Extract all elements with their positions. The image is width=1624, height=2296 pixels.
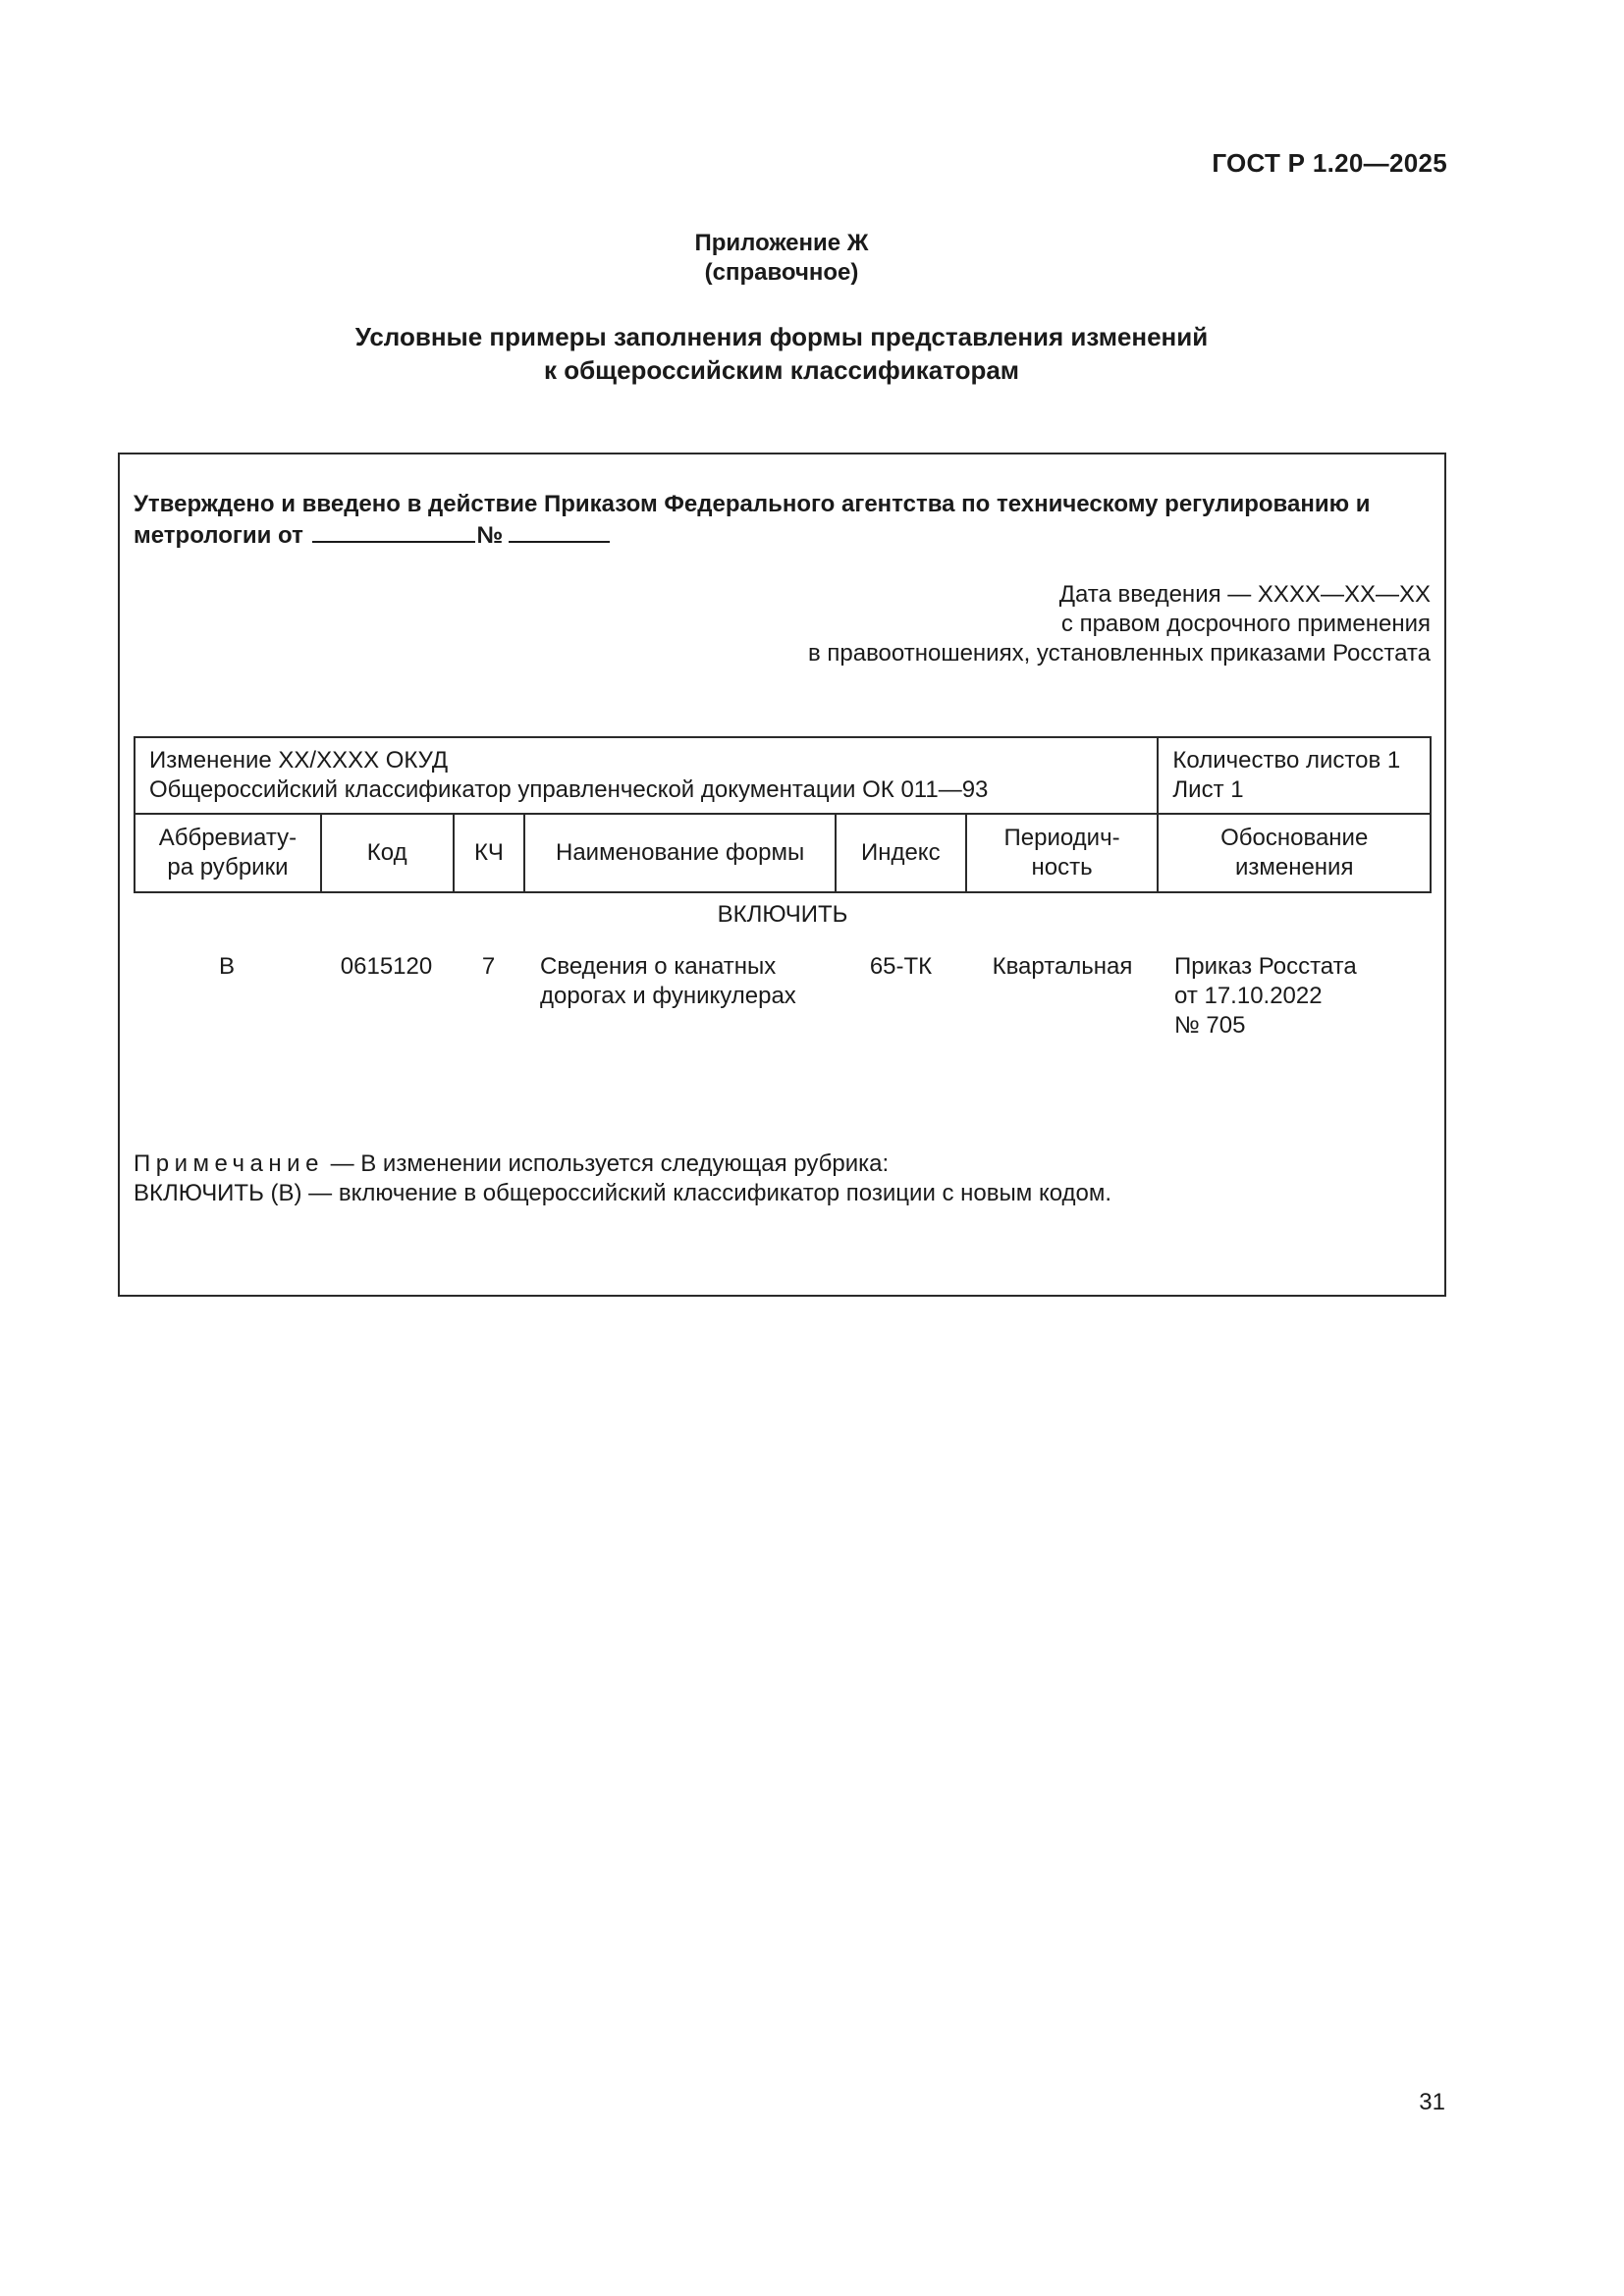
column-header-form-name: Наименование формы: [524, 814, 835, 892]
column-header-reason-line1: Обоснование: [1220, 825, 1369, 851]
row-reason-line2: от 17.10.2022: [1174, 983, 1323, 1009]
appendix-header: [0, 229, 1563, 288]
note-block: [134, 1149, 1430, 1208]
row-code: 0615120: [340, 953, 433, 980]
appendix-label: Приложение Ж: [694, 230, 869, 256]
sheet-info-cell: [1158, 737, 1431, 814]
change-description-cell: [135, 737, 1158, 814]
introduction-date: Дата введения — XXXX—XX—XX: [1058, 581, 1431, 608]
note-line2: ВКЛЮЧИТЬ (В) — включение в общероссийский классификатор позиции с новым кодом.: [134, 1180, 1112, 1206]
approval-number-sign: №: [476, 522, 504, 549]
sheet-count: Количество листов 1: [1172, 747, 1401, 774]
approval-number-blank: [509, 519, 610, 543]
change-header-table: [134, 736, 1432, 893]
row-form-name-line1: Сведения о канатных: [540, 953, 777, 980]
row-reason-line3: № 705: [1174, 1012, 1246, 1039]
table-row: [134, 936, 1432, 1041]
column-header-periodicity-line2: ность: [1031, 854, 1093, 881]
classifier-name: Общероссийский классификатор управленческой документации ОК 011—93: [149, 776, 989, 803]
appendix-title-line1: Условные примеры заполнения формы представления изменений: [354, 322, 1209, 351]
rubric-row: [134, 893, 1432, 936]
row-form-name: [524, 936, 836, 1041]
column-header-abbr-line1: Аббревиату-: [158, 825, 298, 851]
approval-text: Утверждено и введено в действие Приказом Федерального агентства по техническому регулированию и метрологии от: [134, 491, 1371, 549]
rubric-label: ВКЛЮЧИТЬ: [717, 901, 848, 928]
row-periodicity: Квартальная: [992, 953, 1133, 980]
note-text: — В изменении используется следующая рубрика:: [323, 1150, 890, 1177]
column-header-abbr: [135, 814, 321, 892]
row-abbr: В: [218, 953, 235, 980]
standard-code: ГОСТ Р 1.20—2025: [1212, 148, 1447, 178]
change-data-table: [134, 893, 1432, 1041]
introduction-scope: в правоотношениях, установленных приказами Росстата: [807, 640, 1431, 667]
note-line1: [134, 1149, 1430, 1179]
introduction-info: [808, 580, 1431, 668]
appendix-title-line2: к общероссийским классификаторам: [543, 355, 1020, 385]
column-header-reason-line2: изменения: [1234, 854, 1354, 881]
column-header-abbr-line2: ра рубрики: [167, 854, 289, 881]
column-header-code: Код: [321, 814, 454, 892]
row-reason-line1: Приказ Росстата: [1174, 953, 1357, 980]
column-header-reason: [1158, 814, 1431, 892]
row-reason: [1159, 936, 1432, 1041]
row-kch: 7: [481, 953, 496, 980]
column-header-row: [135, 814, 1431, 892]
row-form-name-line2: дорогах и фуникулерах: [540, 983, 796, 1009]
change-id: Изменение XX/XXXX ОКУД: [149, 747, 449, 774]
sheet-number: Лист 1: [1172, 776, 1244, 803]
column-header-index: Индекс: [836, 814, 966, 892]
column-header-kch: КЧ: [454, 814, 525, 892]
change-header-row: [135, 737, 1431, 814]
note-label: Примечание: [134, 1150, 324, 1177]
introduction-early-use: с правом досрочного применения: [1060, 611, 1431, 637]
column-header-periodicity: [966, 814, 1159, 892]
row-index: 65-ТК: [869, 953, 933, 980]
approval-date-blank: [312, 519, 475, 543]
column-header-periodicity-line1: Периодич-: [1003, 825, 1120, 851]
appendix-status: (справочное): [704, 259, 859, 286]
approval-statement: [134, 490, 1430, 551]
page-number: 31: [1419, 2089, 1445, 2115]
example-form-frame: [118, 453, 1446, 1297]
appendix-title: [0, 320, 1563, 387]
